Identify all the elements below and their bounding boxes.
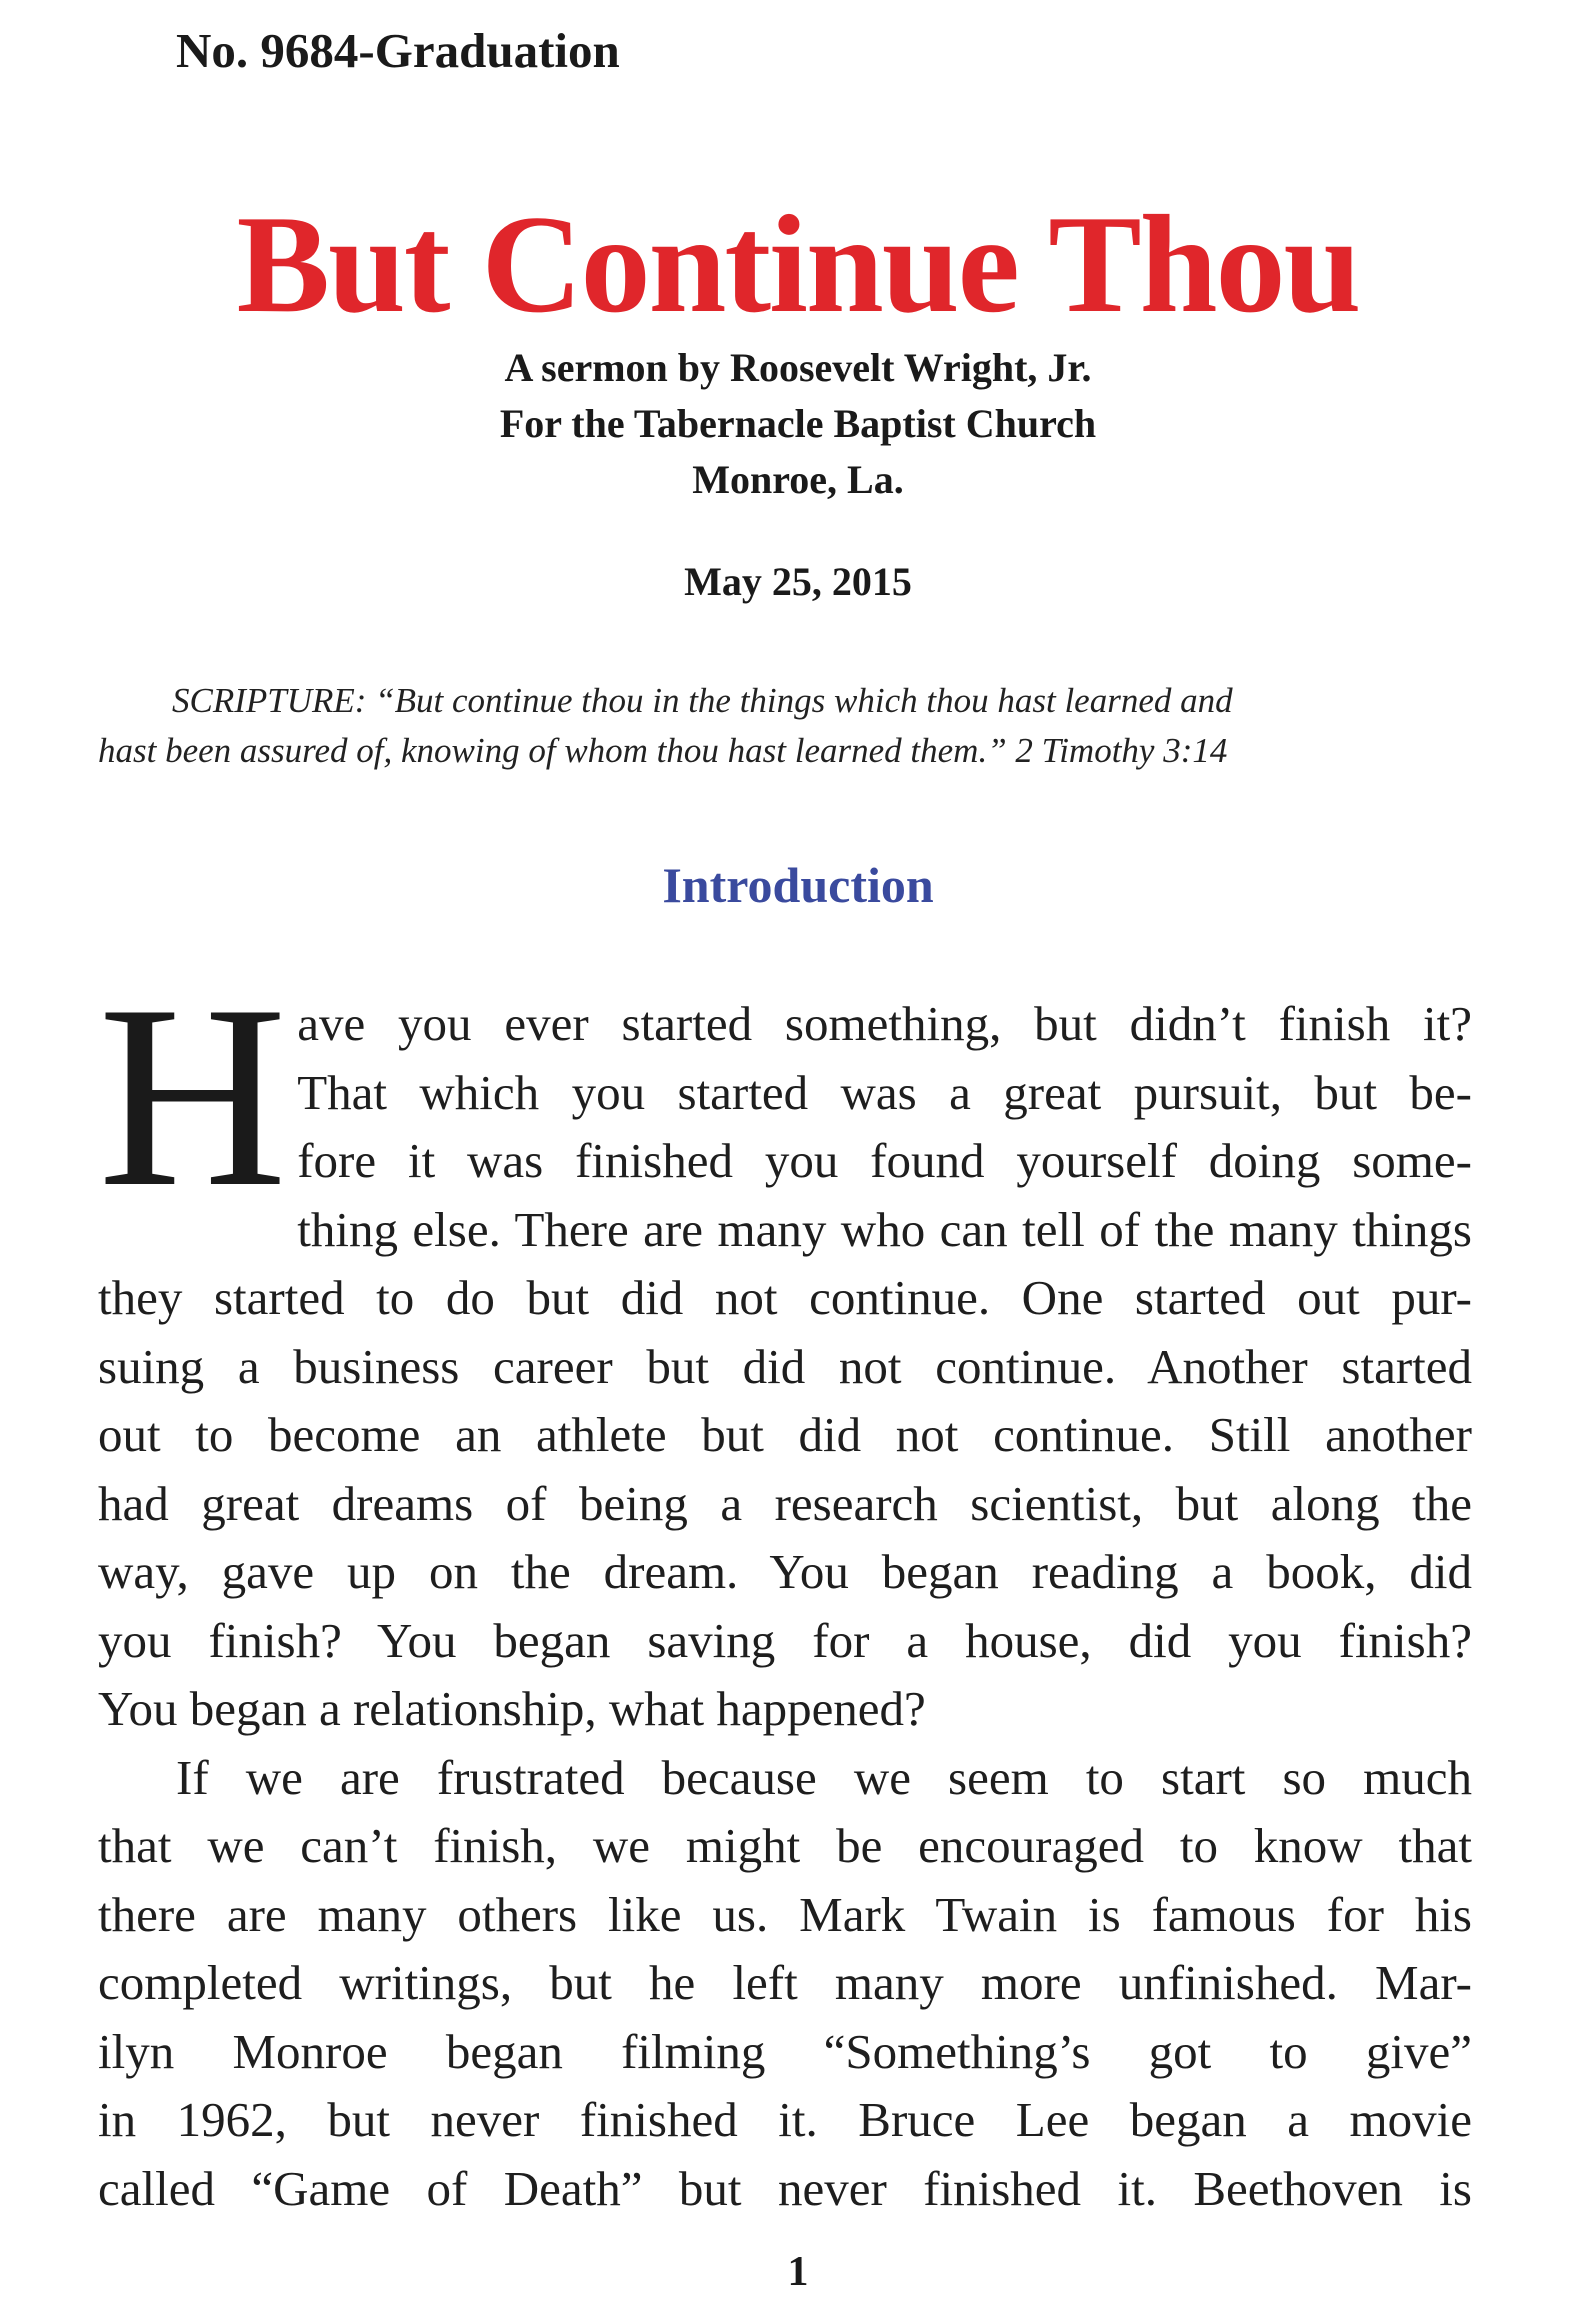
- text-line: completed writings, but he left many more unfinished. Mar-: [98, 1955, 1472, 2010]
- text-line: You began a relationship, what happened?: [98, 1681, 926, 1736]
- body-text: [98, 951, 1472, 2223]
- text-line: That which you started was a great pursuit, but be-: [297, 1064, 1472, 1120]
- text-line: ave you ever started something, but didn’t finish it?: [297, 996, 1472, 1051]
- text-line: they started to do but did not continue. One started out pur-: [98, 1270, 1472, 1325]
- text-line: called “Game of Death” but never finished it. Beethoven is: [98, 2160, 1472, 2216]
- text-line: way, gave up on the dream. You began reading a book, did: [98, 1544, 1472, 1599]
- section-heading-introduction: Introduction: [662, 857, 934, 913]
- scripture-line: SCRIPTURE: “But continue thou in the things which thou hast learned and: [172, 681, 1233, 720]
- text-line: that we can’t finish, we might be encouraged to know that: [98, 1818, 1472, 1873]
- drop-cap: H: [98, 951, 288, 1241]
- sermon-date: May 25, 2015: [684, 559, 912, 604]
- text-line: If we are frustrated because we seem to start so much: [176, 1749, 1472, 1805]
- byline-location: Monroe, La.: [692, 457, 904, 502]
- byline-church: For the Tabernacle Baptist Church: [499, 401, 1097, 446]
- text-line: you finish? You began saving for a house, did you finish?: [98, 1612, 1472, 1668]
- sermon-title: But Continue Thou: [236, 187, 1360, 342]
- document-number: No. 9684-Graduation: [176, 23, 620, 78]
- text-line: had great dreams of being a research scientist, but along the: [98, 1475, 1472, 1531]
- text-line: out to become an athlete but did not continue. Still another: [98, 1407, 1472, 1462]
- text-line: there are many others like us. Mark Twain is famous for his: [98, 1886, 1472, 1942]
- text-line: thing else. There are many who can tell of the many things: [297, 1201, 1472, 1257]
- text-line: fore it was finished you found yourself doing some-: [297, 1133, 1472, 1188]
- page-number: 1: [787, 2249, 809, 2295]
- scripture-line: hast been assured of, knowing of whom thou hast learned them.” 2 Timothy 3:14: [98, 731, 1228, 770]
- paragraph: [98, 951, 1472, 1744]
- byline-author: A sermon by Roosevelt Wright, Jr.: [504, 345, 1092, 390]
- text-line: ilyn Monroe began filming “Something’s got to give”: [98, 2023, 1472, 2079]
- text-line: suing a business career but did not continue. Another started: [98, 1338, 1472, 1394]
- paragraph: [98, 1744, 1472, 2224]
- byline: [0, 340, 1596, 508]
- scripture-quote: [98, 676, 1472, 776]
- text-line: in 1962, but never finished it. Bruce Lee began a movie: [98, 2092, 1472, 2147]
